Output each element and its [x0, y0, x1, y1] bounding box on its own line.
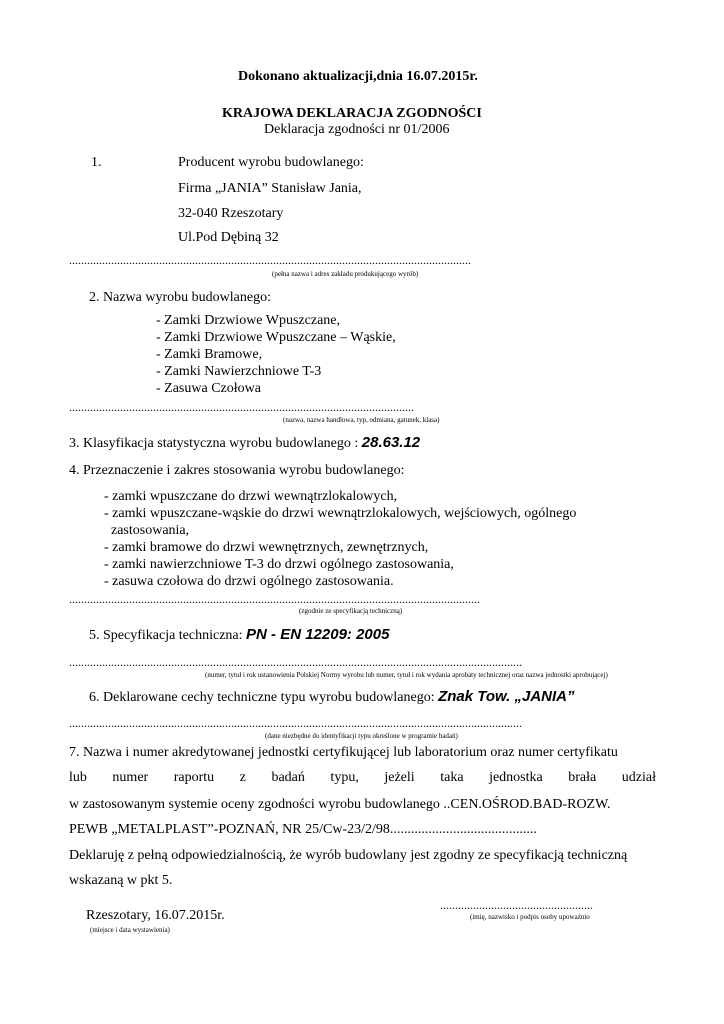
section-4-caption: (zgodnie ze specyfikacją techniczną) — [299, 607, 403, 615]
section-1-caption: (pełna nazwa i adres zakładu produkującego wyrób) — [272, 270, 419, 278]
section-6-dotted-line: ....................................................................................................................................................... — [69, 716, 522, 730]
product-name-item: - Zamki Bramowe, — [156, 347, 263, 362]
specification-value: PN - EN 12209: 2005 — [246, 626, 390, 643]
section-4-heading: 4. Przeznaczenie i zakres stosowania wyrobu budowlanego: — [69, 463, 405, 478]
section-1-number: 1. — [91, 155, 102, 170]
product-name-item: - Zamki Nawierzchniowe T-3 — [156, 364, 322, 379]
usage-item-continuation: zastosowania, — [111, 523, 190, 538]
document-subtitle: Deklaracja zgodności nr 01/2006 — [264, 122, 450, 137]
producer-name: Firma „JANIA” Stanisław Jania, — [178, 181, 362, 196]
section-2-heading: 2. Nazwa wyrobu budowlanego: — [89, 290, 271, 305]
section-3-line — [69, 434, 420, 452]
section-7-line-1: 7. Nazwa i numer akredytowanej jednostki certyfikującej lub laboratorium oraz numer certyfikatu — [69, 745, 618, 760]
section-1-dotted-line: ...................................................................................................................................... — [69, 253, 471, 267]
product-name-item: - Zamki Drzwiowe Wpuszczane – Wąskie, — [156, 330, 396, 345]
usage-item: - zamki wpuszczane do drzwi wewnątrzlokalowych, — [104, 489, 398, 504]
declaration-line-1: Deklaruję z pełną odpowiedzialnością, że wyrób budowlany jest zgodny ze specyfikacją techniczną — [69, 848, 628, 863]
usage-item: - zamki bramowe do drzwi wewnętrznych, zewnętrznych, — [104, 540, 429, 555]
section-2-dotted-line: ................................................................................................................... — [69, 400, 414, 414]
place-date: Rzeszotary, 16.07.2015r. — [86, 908, 225, 923]
section-5-line — [89, 626, 389, 644]
usage-item: - zamki wpuszczane-wąskie do drzwi wewnątrzlokalowych, wejściowych, ogólnego — [104, 506, 577, 521]
usage-item: - zamki nawierzchniowe T-3 do drzwi ogólnego zastosowania, — [104, 557, 454, 572]
section-6-caption: (dane niezbędne do identyfikacji typu określone w programie badań) — [265, 732, 458, 740]
producer-city: 32-040 Rzeszotary — [178, 206, 284, 221]
section-6-line — [89, 688, 575, 706]
section-7-line-4: PEWB „METALPLAST”-POZNAŃ, NR 25/Cw-23/2/98.......................................... — [69, 822, 537, 837]
section-2-caption: (nazwa, nazwa handlowa, typ, odmiana, gatunek, klasa) — [283, 416, 440, 424]
place-date-caption: (miejsce i data wystawienia) — [90, 926, 170, 934]
classification-code: 28.63.12 — [361, 434, 421, 451]
product-name-item: - Zasuwa Czołowa — [156, 381, 261, 396]
specification-label: 5. Specyfikacja techniczna: — [89, 628, 247, 643]
classification-label: 3. Klasyfikacja statystyczna wyrobu budowlanego : — [69, 436, 362, 451]
signature-caption: (imię, nazwisko i podpis osoby upoważnio — [470, 913, 590, 921]
update-date-line: Dokonano aktualizacji,dnia 16.07.2015r. — [238, 69, 478, 84]
signature-dotted-line: ................................................... — [440, 898, 593, 912]
producer-label: Producent wyrobu budowlanego: — [178, 155, 364, 170]
declared-features-value: Znak Tow. „JANIA” — [438, 688, 575, 705]
section-7-line-3: w zastosowanym systemie oceny zgodności wyrobu budowlanego ..CEN.OŚROD.BAD-ROZW. — [69, 797, 611, 812]
usage-item: - zasuwa czołowa do drzwi ogólnego zastosowania. — [104, 574, 394, 589]
section-4-dotted-line: ......................................................................................................................................... — [69, 592, 480, 606]
declared-features-label: 6. Deklarowane cechy techniczne typu wyrobu budowlanego: — [89, 690, 439, 705]
section-5-dotted-line: ....................................................................................................................................................... — [69, 655, 522, 669]
section-7-line-2: lub numer raportu z badań typu, jeżeli taka jednostka brała udział — [69, 770, 656, 785]
declaration-line-2: wskazaną w pkt 5. — [69, 873, 173, 888]
product-name-item: - Zamki Drzwiowe Wpuszczane, — [156, 313, 340, 328]
document-title: KRAJOWA DEKLARACJA ZGODNOŚCI — [222, 106, 482, 121]
section-5-caption: (numer, tytuł i rok ustanowienia Polskiej Normy wyrobu lub numer, tytuł i rok wydania aprobaty technicznej oraz nazwa jednostki aprobującej) — [205, 671, 608, 679]
producer-street: Ul.Pod Dębiną 32 — [178, 230, 279, 245]
